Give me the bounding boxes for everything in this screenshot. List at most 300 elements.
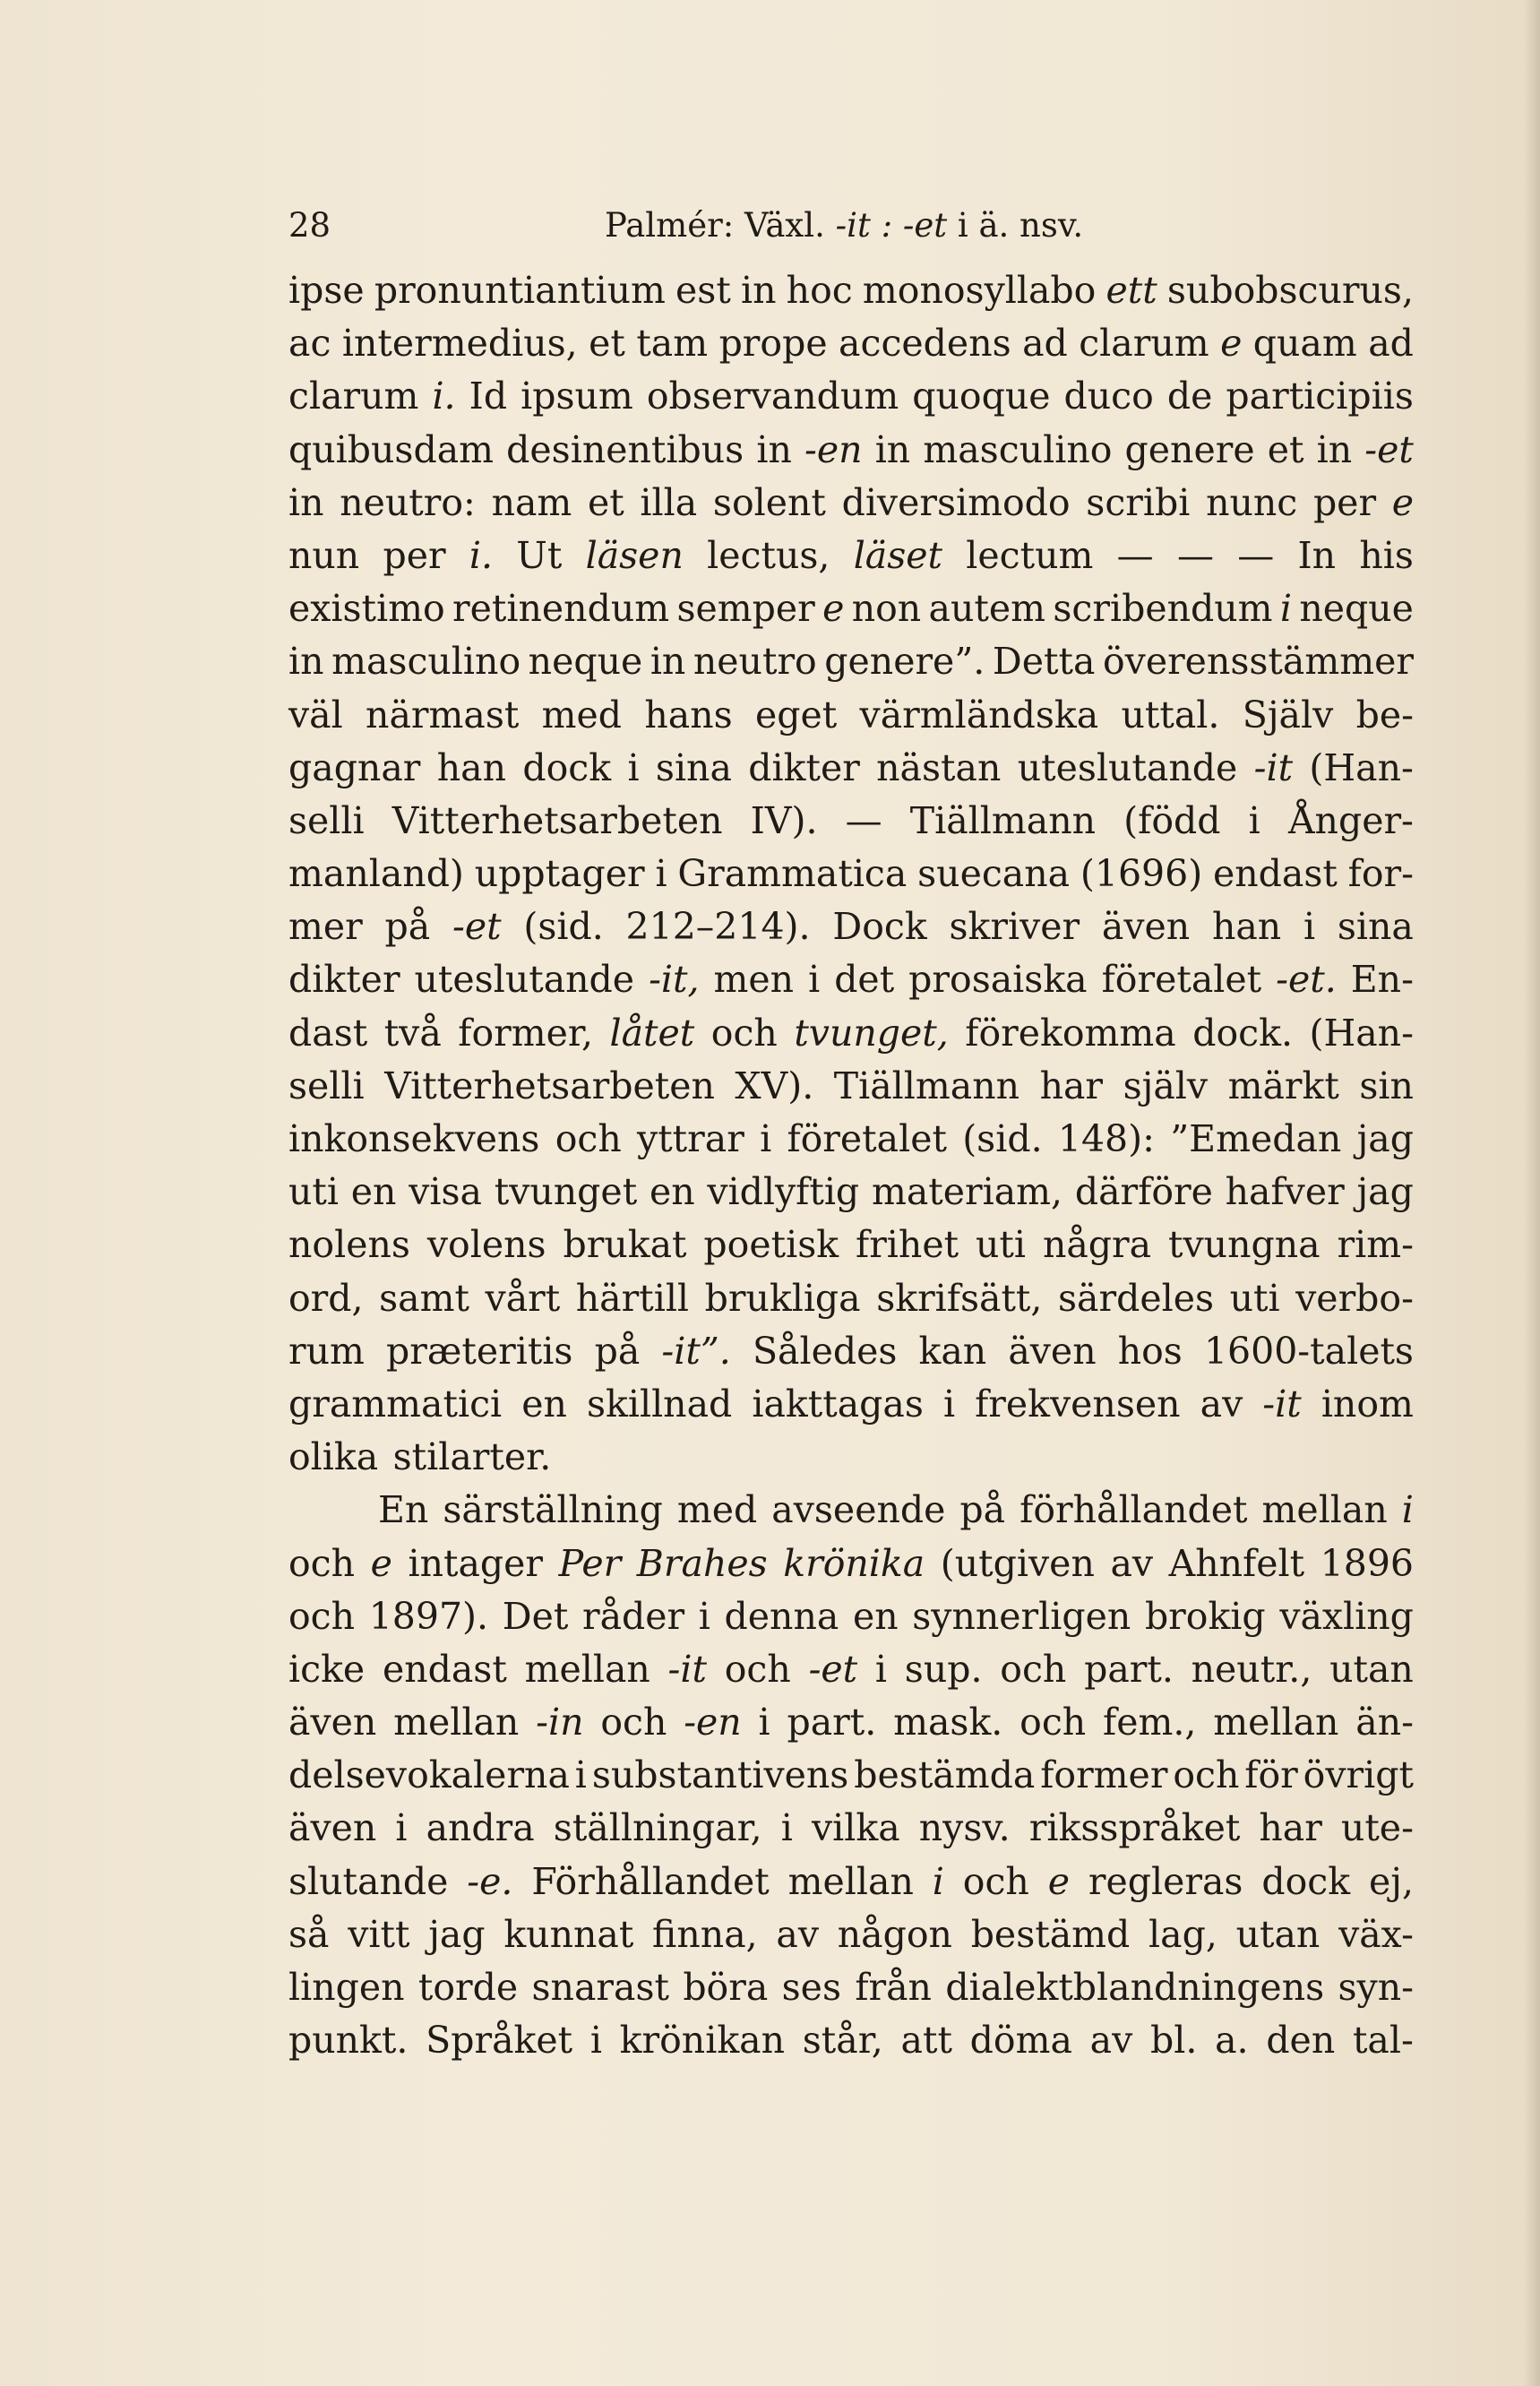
word: masculino: [923, 427, 1113, 471]
page-number: 28: [288, 206, 331, 245]
word: några: [1042, 1223, 1152, 1267]
word: brukat: [563, 1223, 687, 1267]
word: han: [1211, 905, 1282, 949]
word: Ut: [516, 533, 563, 577]
word: semper: [676, 587, 815, 631]
text-line: [288, 2014, 1414, 2067]
text-line: [288, 264, 1414, 317]
word: och: [555, 1117, 622, 1160]
word: ac: [288, 322, 331, 366]
word: finna,: [652, 1912, 758, 1956]
word: i: [589, 2019, 602, 2063]
word: En: [378, 1488, 429, 1532]
word: e: [822, 587, 845, 631]
word: därföre: [1074, 1170, 1213, 1214]
word: -et: [1364, 427, 1414, 471]
word: rum: [288, 1329, 365, 1373]
word: En-: [1350, 958, 1414, 1002]
word: jag: [428, 1912, 486, 1956]
text-line: [288, 1749, 1414, 1802]
word: In: [1297, 533, 1337, 577]
text-line: [288, 1484, 1414, 1537]
word: för: [1244, 1753, 1298, 1797]
text-line: [288, 742, 1414, 795]
word: per: [383, 533, 446, 577]
word: in: [288, 640, 324, 684]
word: bl.: [1149, 2019, 1198, 2063]
word: sina: [655, 745, 732, 789]
word: två: [383, 1011, 442, 1055]
word: neque: [528, 640, 643, 684]
word: dikter: [288, 958, 400, 1002]
word: nästan: [876, 745, 1002, 789]
body-text: [288, 264, 1414, 2067]
word: uti: [1229, 1276, 1280, 1320]
word: -en: [684, 1701, 742, 1744]
word: en: [350, 1170, 397, 1214]
word: per: [1312, 480, 1377, 524]
word: i: [1303, 905, 1316, 949]
word: præteritis: [386, 1329, 573, 1373]
word: ord,: [288, 1276, 364, 1320]
word: (sid.: [962, 1117, 1043, 1160]
word: stilarter.: [392, 1435, 552, 1479]
word: växling: [1279, 1594, 1414, 1638]
word: quam: [1252, 322, 1357, 366]
text-line: [288, 582, 1414, 635]
word: intager: [408, 1541, 544, 1585]
word: läsen: [585, 533, 684, 577]
word: en: [852, 1594, 899, 1638]
word: Per: [558, 1541, 622, 1585]
word: på: [959, 1488, 1006, 1532]
word: dialektblandningens: [945, 1966, 1325, 2009]
word: krönika: [783, 1541, 925, 1585]
text-line: [288, 1590, 1414, 1643]
text-line: [288, 1856, 1414, 1908]
text-line: [288, 1060, 1414, 1113]
word: och: [600, 1701, 667, 1744]
word: Grammatica: [677, 852, 908, 896]
word: quoque: [912, 375, 1051, 418]
word: förhållandet: [1019, 1488, 1248, 1532]
word: retinendum: [452, 587, 670, 631]
word: i.: [469, 533, 494, 577]
word: e: [370, 1541, 392, 1585]
word: regleras: [1088, 1859, 1243, 1903]
word: utan: [1329, 1647, 1414, 1691]
text-line: [288, 1325, 1414, 1378]
word: (sid.: [523, 905, 604, 949]
word: märkt: [1227, 1064, 1339, 1107]
word: Det: [502, 1594, 569, 1638]
word: vidlyftig: [707, 1170, 860, 1214]
word: IV).: [750, 798, 818, 842]
word: pronuntiantium: [374, 269, 666, 312]
word: en: [521, 1382, 567, 1426]
text-line: [288, 1802, 1414, 1855]
word: mellan: [393, 1701, 520, 1744]
word: frekvensen: [975, 1382, 1181, 1426]
word: att: [900, 2019, 952, 2063]
word: nunc: [1206, 480, 1298, 524]
word: (1696): [1080, 852, 1203, 896]
word: mellan: [1213, 1701, 1339, 1744]
word: med: [541, 693, 623, 736]
word: i: [655, 852, 667, 896]
word: 1896: [1320, 1541, 1414, 1585]
word: men: [713, 958, 795, 1002]
word: lectus,: [707, 533, 830, 577]
word: bestämda: [854, 1753, 1036, 1797]
word: substantivens: [591, 1753, 849, 1797]
word: även: [288, 1701, 377, 1744]
word: materiam,: [871, 1170, 1063, 1214]
word: i: [1248, 798, 1260, 842]
word: be-: [1355, 693, 1414, 736]
word: särställning: [443, 1488, 663, 1532]
word: in: [650, 640, 686, 684]
word: i: [395, 1806, 408, 1850]
word: mellan: [1261, 1488, 1388, 1532]
word: böra: [683, 1966, 769, 2009]
word: och: [1000, 1647, 1067, 1691]
word: särdeles: [1058, 1276, 1215, 1320]
word: —: [845, 798, 882, 842]
word: bestämd: [970, 1912, 1131, 1956]
word: i: [760, 1117, 772, 1160]
word: sup.: [904, 1647, 983, 1691]
text-line: [288, 530, 1414, 582]
word: krönikan: [619, 2019, 786, 2063]
word: e: [1391, 480, 1414, 524]
word: yttrar: [637, 1117, 744, 1160]
word: döma: [969, 2019, 1072, 2063]
word: mer: [288, 905, 363, 949]
word: clarum: [288, 375, 419, 418]
word: genere”.: [824, 640, 985, 684]
text-line: [288, 1538, 1414, 1590]
word: Brahes: [636, 1541, 768, 1585]
word: i: [1401, 1488, 1414, 1532]
word: inkonsekvens: [288, 1117, 540, 1160]
word: e: [1220, 322, 1243, 366]
word: prosaiska: [908, 958, 1088, 1002]
word: det: [834, 958, 895, 1002]
word: själv: [1123, 1064, 1209, 1107]
word: et: [1267, 427, 1304, 471]
word: former: [1040, 1753, 1168, 1797]
word: inom: [1321, 1382, 1414, 1426]
word: e: [1047, 1859, 1070, 1903]
word: -in: [536, 1701, 584, 1744]
word: subobscurus,: [1166, 269, 1414, 312]
word: på: [384, 905, 431, 949]
word: -it”.: [661, 1329, 731, 1373]
word: —: [1176, 533, 1214, 577]
word: scribendum: [1053, 587, 1273, 631]
word: avseende: [771, 1488, 946, 1532]
running-head-title-prefix: Palmér: Växl.: [605, 206, 836, 245]
word: ad: [1022, 322, 1068, 366]
word: i: [574, 1753, 587, 1797]
word: icke: [288, 1647, 366, 1691]
word: visa: [409, 1170, 482, 1214]
word: i: [874, 1647, 888, 1691]
word: brukliga: [704, 1276, 861, 1320]
word: neutr.,: [1191, 1647, 1312, 1691]
running-head: [288, 199, 1417, 253]
word: i: [808, 958, 821, 1002]
word: neque: [1299, 587, 1414, 631]
word: -e.: [467, 1859, 513, 1903]
word: lectum: [966, 533, 1094, 577]
word: låtet: [609, 1011, 695, 1055]
text-line: [288, 477, 1414, 530]
word: -et: [808, 1647, 858, 1691]
text-line: [288, 1908, 1414, 1961]
word: his: [1359, 533, 1414, 577]
word: observandum: [646, 375, 899, 418]
word: in: [874, 427, 911, 471]
word: torde: [417, 1966, 519, 2009]
word: en: [649, 1170, 695, 1214]
word: nam: [491, 480, 572, 524]
word: den: [1266, 2019, 1336, 2063]
word: part.: [1084, 1647, 1174, 1691]
word: for-: [1347, 852, 1414, 896]
word: (utgiven: [940, 1541, 1095, 1585]
word: monosyllabo: [862, 269, 1097, 312]
word: uttal.: [1121, 693, 1220, 736]
word: i: [758, 1701, 770, 1744]
word: råder: [581, 1594, 685, 1638]
word: hafver: [1225, 1170, 1345, 1214]
word: ”Emedan: [1170, 1117, 1342, 1160]
word: (Han-: [1309, 745, 1414, 789]
word: diversimodo: [841, 480, 1071, 524]
word: part.: [787, 1701, 877, 1744]
word: Ånger-: [1287, 798, 1414, 842]
word: tvunget,: [794, 1011, 949, 1055]
word: -en: [804, 427, 863, 471]
word: och: [288, 1594, 356, 1638]
word: non: [851, 587, 922, 631]
text-line: [288, 1643, 1414, 1696]
word: ipse: [288, 269, 365, 312]
word: riksspråket: [1028, 1806, 1241, 1850]
word: utan: [1235, 1912, 1321, 1956]
word: även: [1101, 905, 1191, 949]
word: uti: [288, 1170, 339, 1214]
word: han: [436, 745, 506, 789]
word: manland): [288, 852, 464, 896]
word: 1897).: [368, 1594, 489, 1638]
word: mask.: [893, 1701, 1003, 1744]
word: dock.: [1192, 1011, 1293, 1055]
word: har: [1039, 1064, 1104, 1107]
word: Förhållandet: [531, 1859, 770, 1903]
word: dikter: [748, 745, 860, 789]
word: i: [932, 1859, 944, 1903]
word: andra: [426, 1806, 535, 1850]
word: av: [1200, 1382, 1243, 1426]
word: neutro: [693, 640, 817, 684]
text-line: [288, 953, 1414, 1006]
word: ad: [1368, 322, 1414, 366]
word: intermedius,: [341, 322, 578, 366]
word: —: [1116, 533, 1154, 577]
running-head-title-suffix: i ä. nsv.: [947, 206, 1084, 245]
word: överensstämmer: [1102, 640, 1414, 684]
word: ipsum: [521, 375, 633, 418]
word: med: [676, 1488, 758, 1532]
text-line: [288, 848, 1414, 900]
word: in: [1316, 427, 1353, 471]
word: et: [587, 480, 624, 524]
word: clarum: [1079, 322, 1209, 366]
word: mellan: [787, 1859, 914, 1903]
word: på: [594, 1329, 641, 1373]
word: förekomma: [965, 1011, 1176, 1055]
word: Tiällmann: [909, 798, 1097, 842]
word: av: [1110, 1541, 1154, 1585]
word: prope: [718, 322, 828, 366]
word: uti: [976, 1223, 1027, 1267]
word: och: [710, 1011, 778, 1055]
word: företalet: [1101, 958, 1262, 1002]
word: selli: [288, 1064, 365, 1107]
word: tam: [636, 322, 709, 366]
word: vitt: [348, 1912, 410, 1956]
word: -et.: [1276, 958, 1337, 1002]
text-line: [288, 1166, 1414, 1219]
word: kan: [918, 1329, 987, 1373]
word: ses: [781, 1966, 841, 2009]
word: Själv: [1242, 693, 1334, 736]
word: än-: [1355, 1701, 1414, 1744]
word: denna: [724, 1594, 839, 1638]
word: delsevokalerna: [288, 1753, 570, 1797]
word: i: [698, 1594, 710, 1638]
text-line: [288, 1113, 1414, 1166]
word: poetisk: [703, 1223, 839, 1267]
word: suecana: [917, 852, 1071, 896]
word: i: [942, 1382, 956, 1426]
word: övrigt: [1303, 1753, 1414, 1797]
word: -et: [452, 905, 502, 949]
word: —: [1237, 533, 1275, 577]
word: endast: [382, 1647, 507, 1691]
word: scribi: [1086, 480, 1191, 524]
word: Språket: [426, 2019, 573, 2063]
word: dast: [288, 1011, 368, 1055]
word: Detta: [992, 640, 1096, 684]
word: skriver: [949, 905, 1080, 949]
word: har: [1259, 1806, 1322, 1850]
word: i: [780, 1806, 793, 1850]
word: Dock: [832, 905, 927, 949]
page-edge-shadow: [1524, 0, 1540, 2386]
word: desinentibus: [506, 427, 744, 471]
word: mellan: [524, 1647, 650, 1691]
word: och: [962, 1859, 1029, 1903]
word: nysv.: [918, 1806, 1011, 1850]
word: 148):: [1057, 1117, 1155, 1160]
word: så: [288, 1912, 330, 1956]
word: duco: [1063, 375, 1154, 418]
word: lag,: [1149, 1912, 1217, 1956]
word: punkt.: [288, 2019, 409, 2063]
word: företalet: [787, 1117, 947, 1160]
word: någon: [837, 1912, 952, 1956]
text-line: [288, 900, 1414, 953]
word: eget: [754, 693, 838, 736]
word: jag: [1356, 1117, 1414, 1160]
word: in: [756, 427, 792, 471]
word: väl: [288, 693, 343, 736]
word: i: [627, 745, 640, 789]
word: i.: [432, 375, 456, 418]
text-line: [288, 1378, 1414, 1431]
word: selli: [288, 798, 365, 842]
text-line: [288, 689, 1414, 742]
text-line: [288, 1961, 1414, 2014]
word: och: [1019, 1701, 1087, 1744]
word: verbo-: [1295, 1276, 1414, 1320]
word: endast: [1213, 852, 1338, 896]
word: et: [589, 322, 625, 366]
word: grammatici: [288, 1382, 503, 1426]
text-line: [288, 317, 1414, 370]
word: samt: [379, 1276, 469, 1320]
word: est: [675, 269, 731, 312]
word: in: [288, 480, 324, 524]
word: Således: [752, 1329, 898, 1373]
word: kunnat: [503, 1912, 634, 1956]
word: autem: [928, 587, 1046, 631]
word: nolens: [288, 1223, 410, 1267]
word: gagnar: [288, 745, 421, 789]
text-line: [288, 1219, 1414, 1271]
word: former,: [458, 1011, 594, 1055]
word: Tiällmann: [833, 1064, 1020, 1107]
text-line: [288, 424, 1414, 477]
word: genere: [1124, 427, 1255, 471]
word: hos: [1117, 1329, 1183, 1373]
word: närmast: [366, 693, 520, 736]
word: -it: [1262, 1382, 1302, 1426]
word: Vitterhetsarbeten: [391, 798, 723, 842]
word: dock: [1261, 1859, 1351, 1903]
word: Vitterhetsarbeten: [384, 1064, 715, 1107]
running-head-title: [605, 199, 1083, 253]
word: solent: [712, 480, 826, 524]
word: dock: [522, 745, 612, 789]
word: skillnad: [586, 1382, 733, 1426]
text-line: [288, 795, 1414, 848]
word: rim-: [1337, 1223, 1414, 1267]
word: väx-: [1338, 1912, 1414, 1956]
word: hans: [644, 693, 733, 736]
word: volens: [426, 1223, 546, 1267]
word: masculino: [331, 640, 521, 684]
word: i: [1279, 587, 1292, 631]
word: (född: [1123, 798, 1221, 842]
word: sin: [1359, 1064, 1414, 1107]
word: och: [724, 1647, 791, 1691]
text-line: [288, 1007, 1414, 1060]
